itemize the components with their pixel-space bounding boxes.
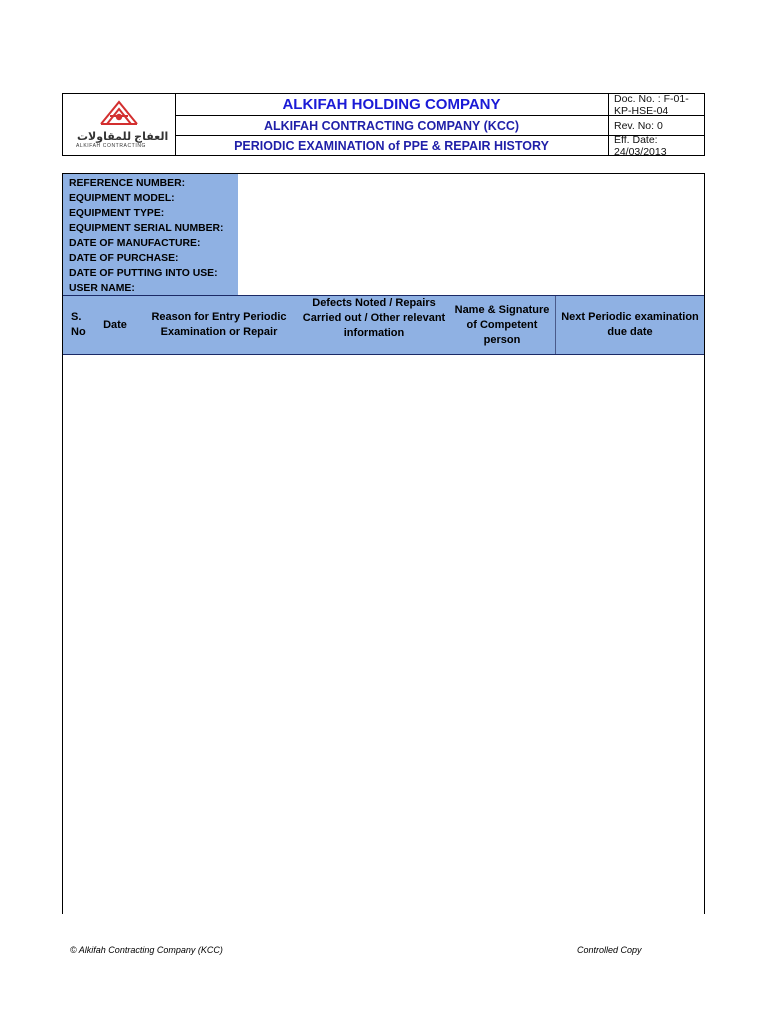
footer-copyright: © Alkifah Contracting Company (KCC) — [70, 945, 223, 955]
column-header-name-signature: Name & Signature of Competent person — [454, 303, 550, 346]
column-header-next-exam-date: Next Periodic examination due date — [555, 296, 704, 354]
effective-date: Eff. Date: 24/03/2013 — [614, 133, 667, 158]
equipment-info-block — [63, 174, 238, 295]
manufacture-date-label: DATE OF MANUFACTURE: — [69, 238, 201, 249]
column-header-reason: Reason for Entry Periodic Examination or Repair — [151, 311, 287, 338]
putting-into-use-date-label: DATE OF PUTTING INTO USE: — [69, 268, 218, 279]
table-body — [63, 355, 704, 915]
column-header-defects: Defects Noted / Repairs Carried out / Other relevant information — [302, 297, 446, 339]
logo-emblem-icon — [63, 94, 175, 130]
column-header-date: Date — [103, 318, 127, 331]
document-meta — [608, 92, 704, 158]
document-header — [62, 93, 705, 156]
logo-english-text: ALKIFAH CONTRACTING — [76, 143, 147, 149]
subsidiary-name: ALKIFAH CONTRACTING COMPANY (KCC) — [263, 118, 520, 133]
equipment-type-label: EQUIPMENT TYPE: — [69, 208, 165, 219]
company-name: ALKIFAH HOLDING COMPANY — [282, 96, 501, 113]
column-header-sno: S. No — [71, 311, 86, 338]
doc-number: Doc. No. : F-01-KP-HSE-04 — [614, 92, 689, 117]
serial-number-label: EQUIPMENT SERIAL NUMBER: — [69, 223, 224, 234]
user-name-label: USER NAME: — [69, 283, 135, 294]
purchase-date-label: DATE OF PURCHASE: — [69, 253, 179, 264]
logo-arabic-text: العفاج للمقاولات — [77, 131, 169, 143]
examination-form — [62, 173, 705, 914]
reference-number-label: REFERENCE NUMBER: — [69, 178, 186, 189]
company-logo — [63, 94, 176, 155]
title-block — [175, 94, 609, 155]
equipment-model-label: EQUIPMENT MODEL: — [69, 193, 175, 204]
footer-status: Controlled Copy — [577, 945, 642, 955]
revision-number: Rev. No: 0 — [614, 119, 663, 132]
table-header-row — [63, 295, 704, 355]
form-title: PERIODIC EXAMINATION of PPE & REPAIR HISTORY — [234, 138, 549, 153]
